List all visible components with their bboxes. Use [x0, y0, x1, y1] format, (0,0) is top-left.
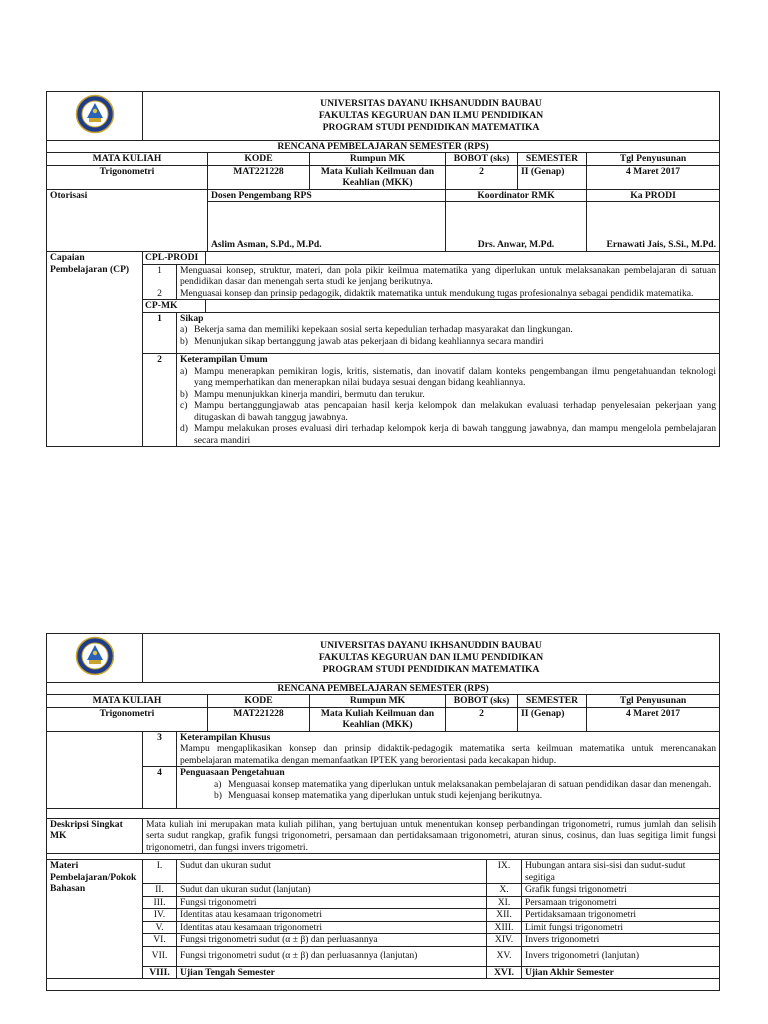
- sikap-no: 1: [143, 312, 177, 354]
- koordinator-label: Koordinator RMK: [446, 189, 587, 202]
- sikap-block: [177, 312, 720, 354]
- pp-block: [177, 767, 720, 809]
- materi-item: Grafik fungsi trigonometri: [522, 884, 720, 897]
- ku-no: 2: [143, 354, 177, 447]
- materi-item: Identitas atau kesamaan trigonometri: [177, 921, 487, 934]
- col-bobot: BOBOT (sks): [446, 153, 518, 166]
- university-seal-icon: [75, 636, 115, 676]
- spacer-row: [47, 854, 720, 860]
- materi-item: Sudut dan ukuran sudut (lanjutan): [177, 884, 487, 897]
- kk-block: [177, 732, 720, 767]
- val-kode: MAT221228: [208, 165, 310, 189]
- rps-header-table: [46, 91, 720, 252]
- val-tgl: 4 Maret 2017: [587, 165, 720, 189]
- otorisasi-label: Otorisasi: [47, 189, 208, 252]
- cpmk-row: [143, 300, 720, 313]
- materi-item: Limit fungsi trigonometri: [522, 921, 720, 934]
- materi-no: XII.: [487, 909, 522, 922]
- kk-text: Mampu mengaplikasikan konsep dan prinsip didaktik-pedagogik matematika serta keilmuan matematika untuk merencanakan pembelajaran matematika dengan memanfaatkan IPTEK yang berorientasi pada kecakapan hidup.: [180, 743, 716, 766]
- col-tgl: Tgl Penyusunan: [587, 153, 720, 166]
- institution-heading: [143, 92, 720, 141]
- cpl-1-no: 1: [143, 264, 177, 288]
- program-name: PROGRAM STUDI PENDIDIKAN MATEMATIKA: [322, 663, 540, 675]
- cpl-2-no: 2: [143, 288, 177, 300]
- sikap-item: b) Menunjukan sikap bertanggung jawab atas pekerjaan di bidang keahliannya secara mandiri: [180, 335, 544, 347]
- col-kode: KODE: [208, 153, 310, 166]
- rps-page-2: [46, 633, 719, 991]
- materi-no: III.: [143, 896, 177, 909]
- rps-header-table: [46, 633, 720, 732]
- materi-no: II.: [143, 884, 177, 897]
- val-tgl: 4 Maret 2017: [587, 707, 720, 731]
- materi-no: VI.: [143, 934, 177, 947]
- cpl-1-text: Menguasai konsep, struktur, materi, dan pola pikir keilmua matematika yang diperlukan untuk melaksanakan pembelajaran di satuan pendidikan dasar dan menengah serta studi ke jenjang berikutnya.: [177, 264, 720, 288]
- university-seal-icon: [75, 94, 115, 134]
- logo-cell: [47, 634, 143, 683]
- spacer-row: [47, 808, 720, 818]
- document-title: RENCANA PEMBELAJARAN SEMESTER (RPS): [47, 682, 720, 695]
- pp-title: Penguasaan Pengetahuan: [180, 767, 285, 778]
- materi-item: Hubungan antara sisi-sisi dan sudut-sudut segitiga: [522, 860, 720, 884]
- materi-no: VIII.: [143, 966, 177, 979]
- logo-cell: [47, 92, 143, 141]
- ku-title: Keterampilan Umum: [180, 354, 268, 365]
- faculty-name: FAKULTAS KEGURUAN DAN ILMU PENDIDIKAN: [318, 109, 544, 121]
- materi-no: I.: [143, 860, 177, 884]
- col-mata-kuliah: MATA KULIAH: [47, 695, 208, 708]
- kk-no: 3: [143, 732, 177, 767]
- materi-table: [46, 860, 720, 991]
- materi-no: V.: [143, 921, 177, 934]
- materi-item: Invers trigonometri: [522, 934, 720, 947]
- cp-table: [46, 252, 720, 447]
- col-semester: SEMESTER: [518, 695, 587, 708]
- ku-block: [177, 354, 720, 447]
- materi-label: Materi Pembelajaran/Pokok Bahasan: [47, 860, 143, 979]
- materi-no: XIV.: [487, 934, 522, 947]
- val-rumpun: Mata Kuliah Keilmuan dan Keahlian (MKK): [310, 707, 446, 731]
- pp-item: b) Menguasai konsep matematika yang diperlukan untuk studi kejenjang berikutnya.: [214, 790, 543, 801]
- val-mata-kuliah: Trigonometri: [47, 165, 208, 189]
- ku-item: c) Mampu bertanggungjawab atas pencapaian hasil kerja kelompok dan melakukan evaluasi terhadap penyelesaian pekerjaan yang ditugaskan di bawah tanggug jawabnya.: [180, 400, 716, 423]
- materi-item: Invers trigonometri (lanjutan): [522, 946, 720, 966]
- deskripsi-text: Mata kuliah ini merupakan mata kuliah pilihan, yang bertujuan untuk menentukan konsep perbandingan trigonometri, rumus jumlah dan selisih serta sudut rangkap, grafik fungsi trigonometri, persamaan dan pertidaksamaan trigonometri, aturan sinus, cosinus, dan luas segitiga limit fungsi trigonometri, dan fungsi invers trigometri.: [143, 818, 720, 854]
- institution-heading: [143, 634, 720, 683]
- ku-item: b) Mampu menunjukkan kinerja mandiri, bermutu dan terukur.: [180, 388, 425, 400]
- koordinator-name: Drs. Anwar, M.Pd.: [446, 202, 587, 252]
- materi-item: Pertidaksamaan trigonometri: [522, 909, 720, 922]
- val-semester: II (Genap): [518, 707, 587, 731]
- university-name: UNIVERSITAS DAYANU IKHSANUDDIN BAUBAU: [320, 639, 542, 651]
- materi-item: Fungsi trigonometri: [177, 896, 487, 909]
- dosen-label: Dosen Pengembang RPS: [208, 189, 446, 202]
- col-rumpun: Rumpun MK: [310, 695, 446, 708]
- col-mata-kuliah: MATA KULIAH: [47, 153, 208, 166]
- materi-item: Fungsi trigonometri sudut (α ± β) dan perluasannya: [177, 934, 487, 947]
- dosen-name: Aslim Asman, S.Pd., M.Pd.: [208, 202, 446, 252]
- materi-item: Fungsi trigonometri sudut (α ± β) dan perluasannya (lanjutan): [177, 946, 487, 966]
- faculty-name: FAKULTAS KEGURUAN DAN ILMU PENDIDIKAN: [318, 651, 544, 663]
- materi-no: X.: [487, 884, 522, 897]
- materi-item: Sudut dan ukuran sudut: [177, 860, 487, 884]
- spacer-row: [47, 979, 720, 991]
- materi-no: IX.: [487, 860, 522, 884]
- val-bobot: 2: [446, 707, 518, 731]
- rps-page-1: [46, 91, 719, 447]
- materi-no: XVI.: [487, 966, 522, 979]
- program-name: PROGRAM STUDI PENDIDIKAN MATEMATIKA: [322, 121, 540, 133]
- cpl-prodi-label: CPL-PRODI: [143, 252, 206, 264]
- cpl-prodi-row: [143, 252, 720, 264]
- pp-no: 4: [143, 767, 177, 809]
- cp-label: Capaian Pembelajaran (CP): [47, 252, 143, 447]
- val-bobot: 2: [446, 165, 518, 189]
- materi-no: XI.: [487, 896, 522, 909]
- sikap-title: Sikap: [180, 312, 204, 324]
- materi-item-uas: Ujian Akhir Semester: [522, 966, 720, 979]
- col-rumpun: Rumpun MK: [310, 153, 446, 166]
- cpl-2-text: Menguasai konsep dan prinsip pedagogik, didaktik matematika untuk mendukung tugas profesionalnya sebagai pendidik matematika.: [177, 288, 720, 300]
- kaprodi-name: Ernawati Jais, S.Si., M.Pd.: [587, 202, 720, 252]
- val-kode: MAT221228: [208, 707, 310, 731]
- pp-item: a) Menguasai konsep matematika yang diperlukan untuk melaksanakan pembelajaran di satuan pendidikan dasar dan menengah.: [214, 778, 712, 790]
- sikap-item: a) Bekerja sama dan memiliki kepekaan sosial serta kepedulian terhadap masyarakat dan lingkungan.: [180, 324, 573, 335]
- cp-continued-table: [46, 732, 720, 861]
- materi-no: VII.: [143, 946, 177, 966]
- materi-item: Persamaan trigonometri: [522, 896, 720, 909]
- materi-no: XIII.: [487, 921, 522, 934]
- col-semester: SEMESTER: [518, 153, 587, 166]
- col-bobot: BOBOT (sks): [446, 695, 518, 708]
- document-title: RENCANA PEMBELAJARAN SEMESTER (RPS): [47, 140, 720, 153]
- val-mata-kuliah: Trigonometri: [47, 707, 208, 731]
- materi-item-uts: Ujian Tengah Semester: [177, 966, 487, 979]
- cp-continued-spacer: [47, 732, 143, 809]
- materi-no: XV.: [487, 946, 522, 966]
- ku-item: d) Mampu melakukan proses evaluasi diri terhadap kelompok kerja di bawah tanggung jawabnya, dan mampu mengelola pembelajaran secara mandiri: [180, 423, 716, 446]
- materi-no: IV.: [143, 909, 177, 922]
- kk-title: Keterampilan Khusus: [180, 731, 271, 743]
- val-rumpun: Mata Kuliah Keilmuan dan Keahlian (MKK): [310, 165, 446, 189]
- ku-item: a) Mampu menerapkan pemikiran logis, kritis, sistematis, dan inovatif dalam konteks pengembangan ilmu pengetahuandan teknologi yang memperhatikan dan menerapkan nilai budaya sesuai dengan bidang keahliannya.: [180, 365, 716, 388]
- val-semester: II (Genap): [518, 165, 587, 189]
- cpmk-label: CP-MK: [143, 300, 206, 312]
- col-tgl: Tgl Penyusunan: [587, 695, 720, 708]
- deskripsi-label: Deskripsi Singkat MK: [47, 818, 143, 854]
- kaprodi-label: Ka PRODI: [587, 189, 720, 202]
- university-name: UNIVERSITAS DAYANU IKHSANUDDIN BAUBAU: [320, 97, 542, 109]
- materi-item: Identitas atau kesamaan trigonometri: [177, 909, 487, 922]
- col-kode: KODE: [208, 695, 310, 708]
